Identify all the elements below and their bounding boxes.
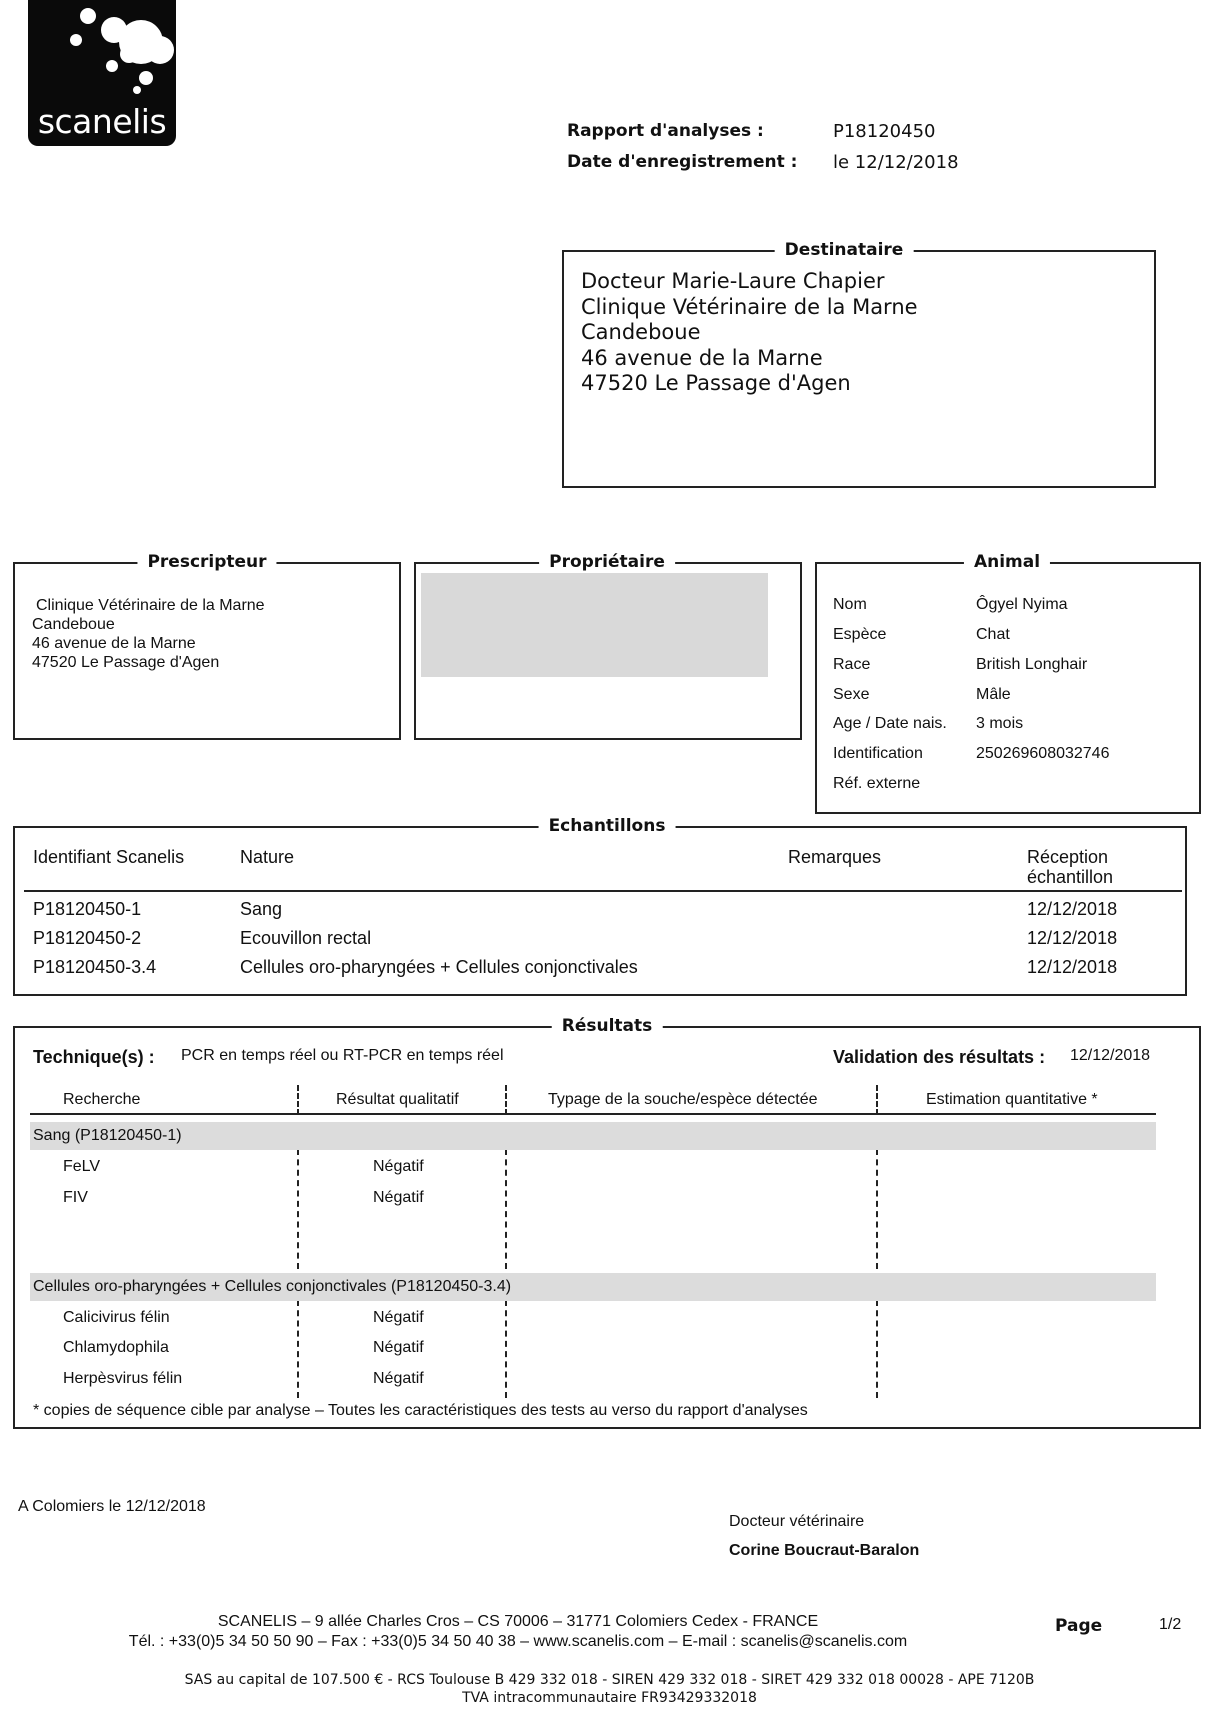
animal-label-ref-externe: Réf. externe: [833, 775, 921, 792]
echantillons-header-id: Identifiant Scanelis: [33, 847, 185, 867]
technique-value: PCR en temps réel ou RT-PCR en temps réel: [181, 1047, 504, 1064]
animal-value-age: 3 mois: [976, 715, 1024, 732]
page-label: Page: [1055, 1616, 1103, 1636]
footer-address: SCANELIS – 9 allée Charles Cros – CS 70006 – 31771 Colomiers Cedex - FRANCE: [217, 1613, 819, 1630]
prescripteur-line: 47520 Le Passage d'Agen: [32, 654, 220, 671]
animal-label-age: Age / Date nais.: [833, 715, 947, 732]
column-separator: [876, 1085, 878, 1115]
destinataire-title: Destinataire: [775, 240, 914, 260]
proprietaire-redacted-area: [421, 573, 768, 677]
echantillons-header-reception: [1027, 847, 1113, 887]
column-separator: [505, 1085, 507, 1115]
rapport-label: Rapport d'analyses :: [567, 121, 764, 141]
resultats-header-rule: [30, 1113, 1156, 1115]
bubbles-icon: [28, 0, 176, 100]
resultats-header-estimation: Estimation quantitative *: [926, 1091, 1098, 1108]
echantillons-title: Echantillons: [539, 816, 676, 836]
result-recherche: Chlamydophila: [63, 1339, 169, 1356]
result-qualitatif: Négatif: [373, 1158, 424, 1175]
date-enregistrement-value: le 12/12/2018: [833, 152, 959, 173]
destinataire-line: 46 avenue de la Marne: [581, 345, 823, 370]
destinataire-line: Candeboue: [581, 320, 701, 344]
footer-legal: SAS au capital de 107.500 € - RCS Toulouse B 429 332 018 - SIREN 429 332 018 - SIRET 429 332 018 00028 - APE 7120B: [184, 1672, 1035, 1688]
echantillons-header-nature: Nature: [240, 847, 295, 867]
animal-value-race: British Longhair: [976, 656, 1088, 673]
destinataire-address: [581, 269, 918, 397]
animal-label-race: Race: [833, 656, 871, 673]
destinataire-line: 47520 Le Passage d'Agen: [581, 371, 851, 395]
resultats-footnote: * copies de séquence cible par analyse – Toutes les caractéristiques des tests au verso du rapport d'analyses: [33, 1402, 808, 1419]
prescripteur-title: Prescripteur: [137, 552, 276, 572]
animal-label-espece: Espèce: [833, 626, 887, 643]
result-recherche: FIV: [63, 1189, 88, 1206]
resultats-header-recherche: Recherche: [63, 1091, 141, 1108]
result-group-name: Sang (P18120450-1): [33, 1127, 182, 1144]
animal-title: Animal: [964, 552, 1050, 572]
table-row-id: P18120450-1: [33, 899, 142, 919]
column-separator: [297, 1149, 299, 1269]
animal-value-espece: Chat: [976, 626, 1010, 643]
resultats-box: [13, 1026, 1201, 1429]
resultats-header-typage: Typage de la souche/espèce détectée: [548, 1091, 818, 1108]
prescripteur-line: 46 avenue de la Marne: [32, 635, 196, 652]
result-recherche: Calicivirus félin: [63, 1309, 170, 1326]
animal-value-identification: 250269608032746: [976, 745, 1110, 762]
result-group-name: Cellules oro-pharyngées + Cellules conjonctivales (P18120450-3.4): [33, 1278, 512, 1295]
technique-label: Technique(s) :: [33, 1047, 155, 1067]
table-row-nature: Ecouvillon rectal: [240, 928, 372, 948]
prescripteur-line: Clinique Vétérinaire de la Marne: [36, 597, 265, 614]
animal-label-sexe: Sexe: [833, 686, 870, 703]
footer-tva: TVA intracommunautaire FR93429332018: [462, 1690, 757, 1706]
echantillons-header-remarques: Remarques: [788, 847, 882, 867]
table-row-id: P18120450-3.4: [33, 957, 157, 977]
column-separator: [297, 1085, 299, 1115]
table-row-date: 12/12/2018: [1027, 928, 1118, 948]
place-date: A Colomiers le 12/12/2018: [18, 1498, 206, 1515]
animal-label-nom: Nom: [833, 596, 867, 613]
result-qualitatif: Négatif: [373, 1370, 424, 1387]
table-row-date: 12/12/2018: [1027, 957, 1118, 977]
prescripteur-line: Candeboue: [32, 616, 115, 633]
reception-line-2: échantillon: [1027, 867, 1114, 887]
animal-value-nom: Ôgyel Nyima: [976, 596, 1068, 613]
rapport-value: P18120450: [833, 121, 936, 142]
logo-text: scanelis: [37, 102, 167, 141]
resultats-header-qualitatif: Résultat qualitatif: [336, 1091, 459, 1108]
echantillons-header-rule: [24, 890, 1182, 892]
destinataire-line: Docteur Marie-Laure Chapier: [581, 269, 885, 293]
animal-value-sexe: Mâle: [976, 686, 1011, 703]
result-qualitatif: Négatif: [373, 1189, 424, 1206]
column-separator: [297, 1300, 299, 1398]
result-group-band: [30, 1122, 1156, 1150]
result-qualitatif: Négatif: [373, 1309, 424, 1326]
proprietaire-title: Propriétaire: [539, 552, 675, 572]
column-separator: [876, 1149, 878, 1269]
destinataire-line: Clinique Vétérinaire de la Marne: [581, 294, 918, 319]
table-row-nature: Sang: [240, 899, 283, 919]
resultats-title: Résultats: [552, 1016, 663, 1036]
footer-contact: Tél. : +33(0)5 34 50 50 90 – Fax : +33(0)5 34 50 40 38 – www.scanelis.com – E-mail : scanelis@scanelis.com: [128, 1633, 908, 1650]
result-recherche: FeLV: [63, 1158, 101, 1175]
prescripteur-address: [32, 596, 265, 672]
validation-label: Validation des résultats :: [833, 1047, 1046, 1067]
result-qualitatif: Négatif: [373, 1339, 424, 1356]
table-row-nature: Cellules oro-pharyngées + Cellules conjonctivales: [240, 957, 638, 977]
table-row-id: P18120450-2: [33, 928, 142, 948]
column-separator: [876, 1300, 878, 1398]
result-recherche: Herpèsvirus félin: [63, 1370, 183, 1387]
date-enregistrement-label: Date d'enregistrement :: [567, 152, 798, 172]
scanelis-logo: [28, 0, 176, 146]
validation-value: 12/12/2018: [1070, 1047, 1151, 1064]
column-separator: [505, 1149, 507, 1269]
column-separator: [505, 1300, 507, 1398]
page-number: 1/2: [1159, 1616, 1182, 1633]
table-row-date: 12/12/2018: [1027, 899, 1118, 919]
signature-role: Docteur vétérinaire: [729, 1513, 865, 1530]
reception-line-1: Réception: [1027, 847, 1109, 867]
signature-name: Corine Boucraut-Baralon: [729, 1542, 920, 1559]
animal-label-identification: Identification: [833, 745, 923, 762]
